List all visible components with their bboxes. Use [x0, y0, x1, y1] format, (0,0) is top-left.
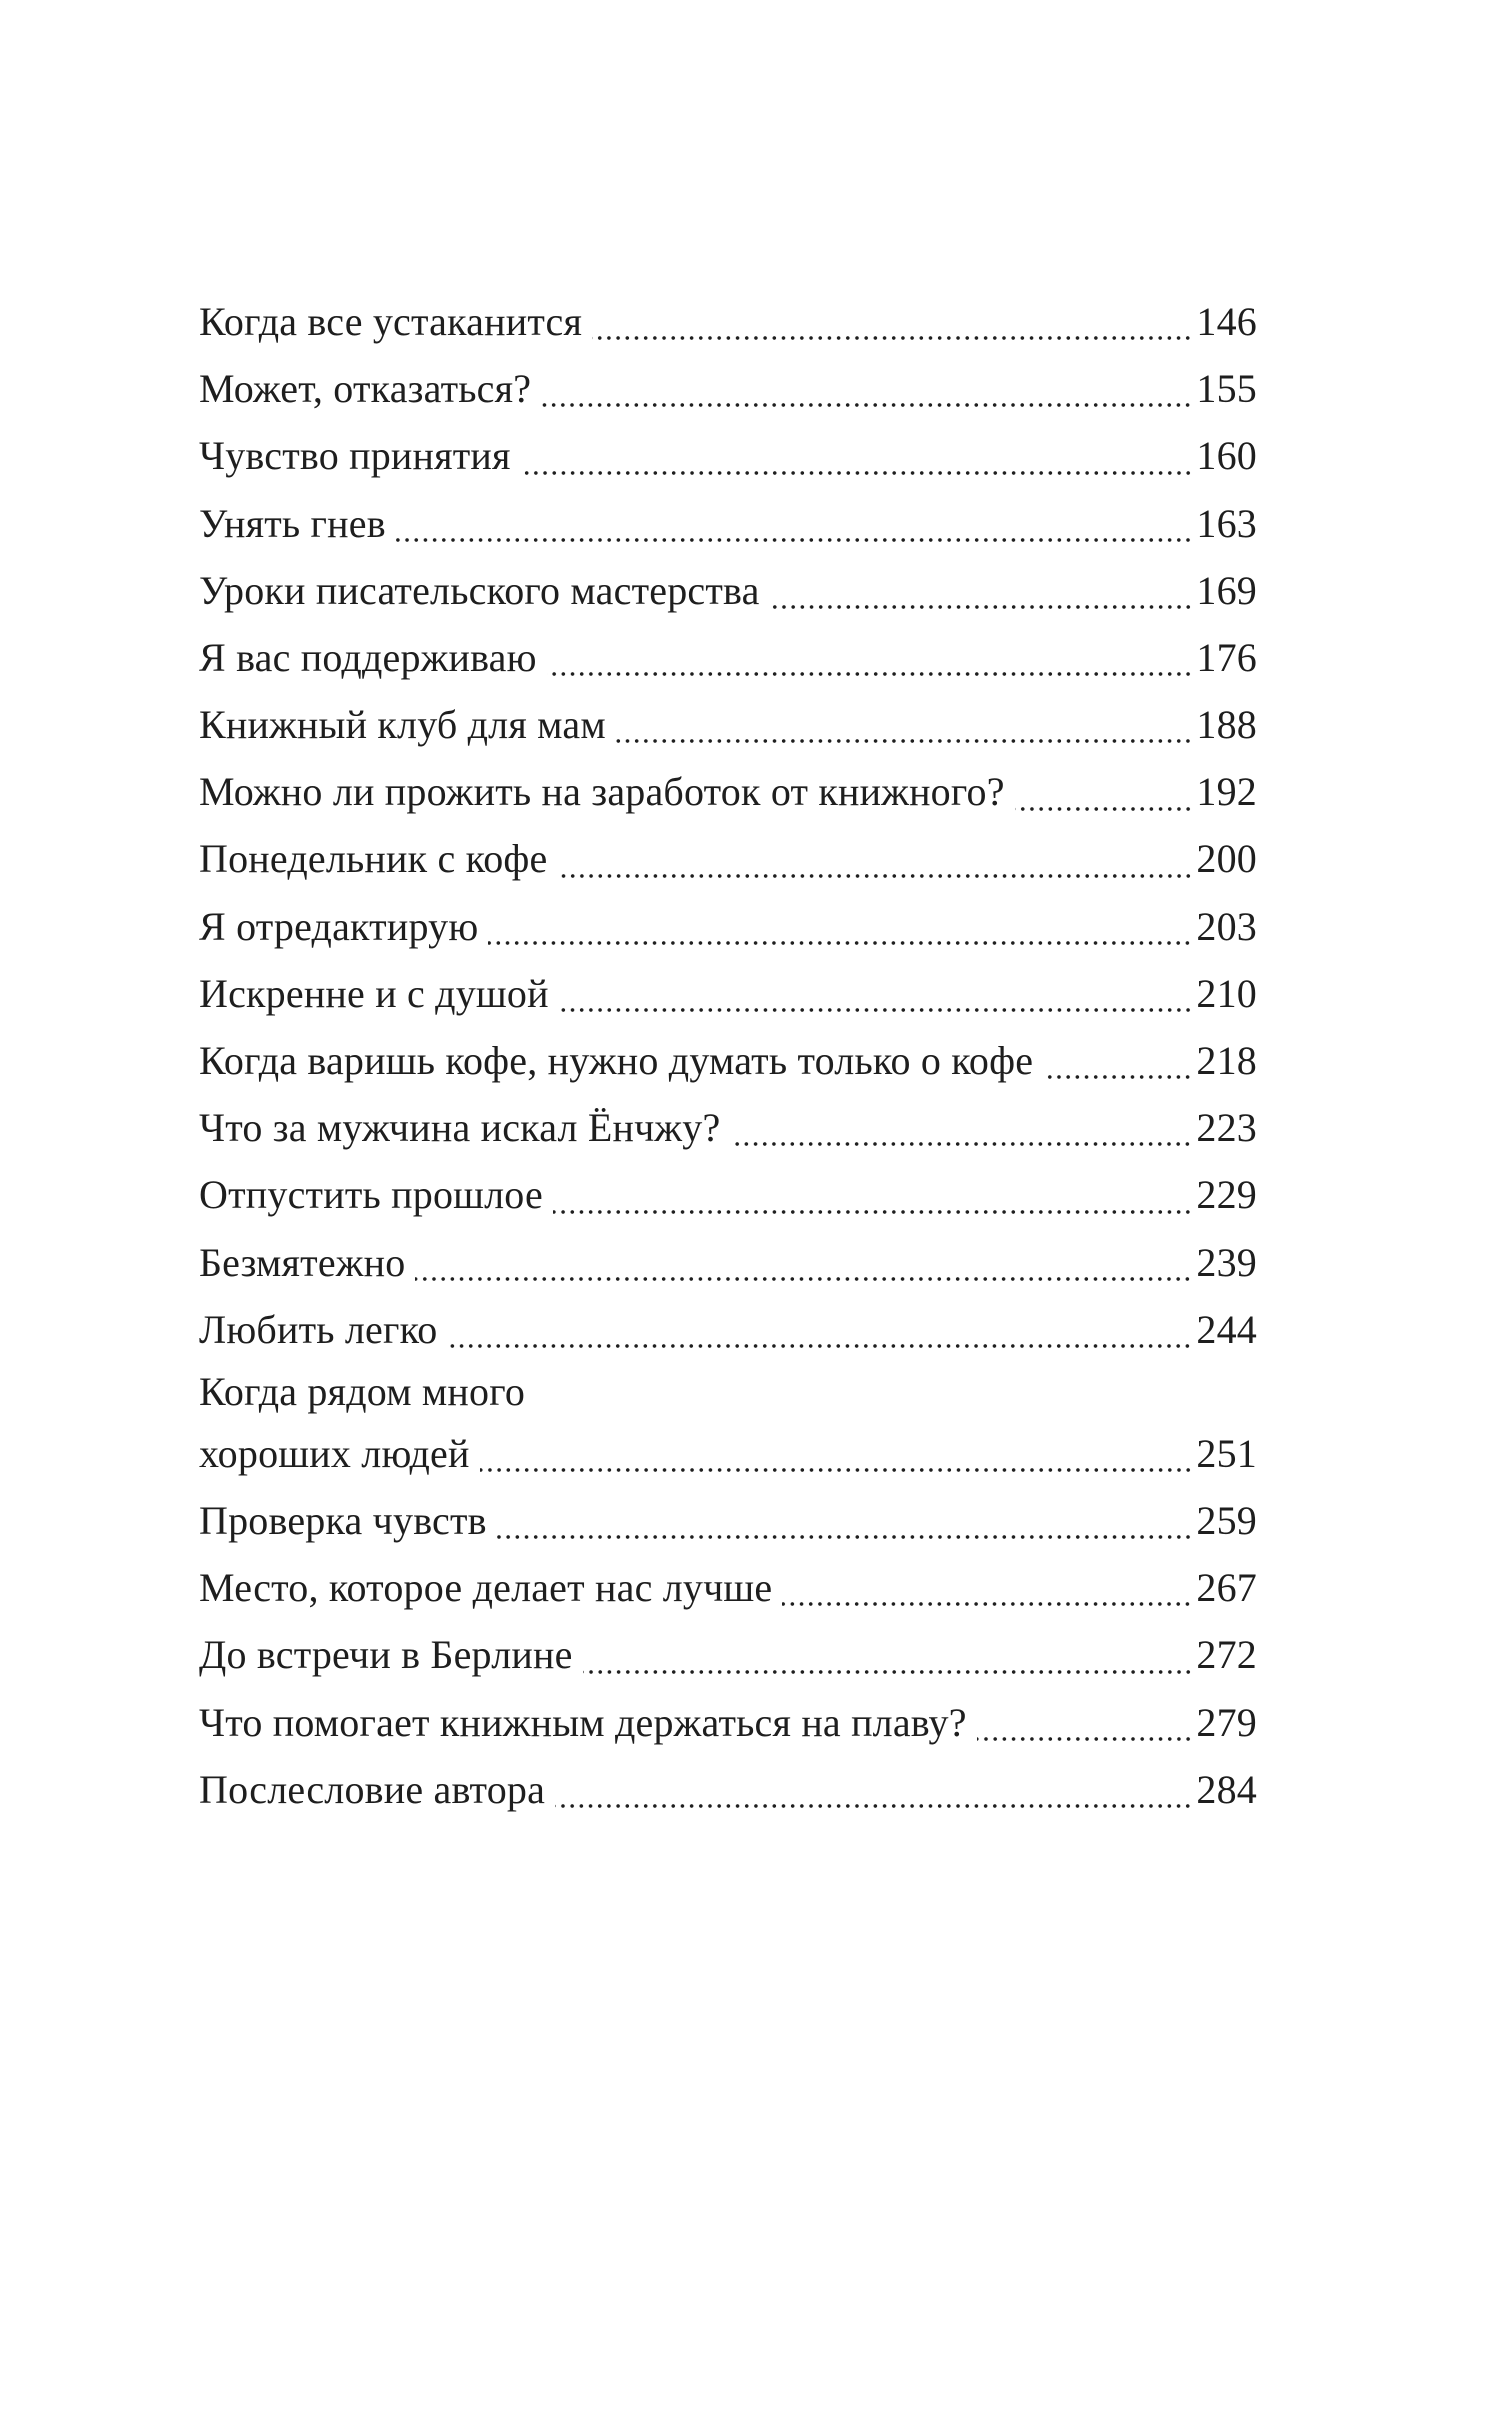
dot-leader: [1043, 1040, 1192, 1080]
toc-entry-title: Можно ли прожить на заработок от книжного?: [199, 769, 1005, 815]
toc-entry-title: Книжный клуб для мам: [199, 702, 606, 748]
toc-entry-page: 259: [1196, 1497, 1257, 1543]
dot-leader: [616, 704, 1193, 744]
toc-entry-last-line: [199, 1421, 1257, 1487]
toc-entry-title: Место, которое делает нас лучше: [199, 1565, 773, 1611]
toc-entry-page: 200: [1196, 836, 1257, 882]
toc-entry-title: Понедельник с кофе: [199, 836, 548, 882]
toc-entry-page: 229: [1196, 1172, 1257, 1218]
dot-leader: [1015, 772, 1193, 812]
dot-leader: [396, 503, 1193, 543]
toc-entry[interactable]: [199, 557, 1257, 624]
toc-entry[interactable]: [199, 960, 1257, 1027]
dot-leader: [977, 1702, 1193, 1742]
toc-entry-page: 192: [1196, 769, 1257, 815]
toc-entry-title: Искренне и с душой: [199, 970, 549, 1016]
dot-leader: [447, 1309, 1192, 1349]
toc-entry-page: 244: [1196, 1306, 1257, 1352]
toc-entry[interactable]: [199, 893, 1257, 960]
toc-entry-title: Унять гнев: [199, 500, 386, 546]
toc-entry-title: Я отредактирую: [199, 903, 479, 949]
toc-entry[interactable]: [199, 1229, 1257, 1296]
toc-entry-page: 188: [1196, 702, 1257, 748]
dot-leader: [583, 1635, 1193, 1675]
toc-entry[interactable]: [199, 1621, 1257, 1688]
dot-leader: [541, 368, 1192, 408]
toc-entry-title: Любить легко: [199, 1306, 438, 1352]
toc-entry[interactable]: [199, 826, 1257, 893]
toc-entry-title: Может, отказаться?: [199, 366, 532, 412]
toc-entry[interactable]: [199, 288, 1257, 355]
toc-entry-page: 160: [1196, 433, 1257, 479]
toc-entry-title: Когда все устаканится: [199, 298, 583, 344]
toc-entry-title: Я вас поддерживаю: [199, 634, 537, 680]
dot-leader: [558, 839, 1193, 879]
toc-entry-title: Послесловие автора: [199, 1766, 546, 1812]
toc-entry[interactable]: [199, 691, 1257, 758]
dot-leader: [730, 1107, 1192, 1147]
toc-entry-title: Что помогает книжным держаться на плаву?: [199, 1699, 967, 1745]
toc-entry[interactable]: [199, 1756, 1257, 1823]
toc-entry-title: Проверка чувств: [199, 1497, 487, 1543]
toc-entry-page: 163: [1196, 500, 1257, 546]
toc-entry-title: Что за мужчина искал Ёнчжу?: [199, 1105, 721, 1151]
toc-entry-title-line2: хороших людей: [199, 1431, 470, 1476]
toc-entry-page: 176: [1196, 634, 1257, 680]
toc-entry[interactable]: [199, 490, 1257, 557]
toc-entry-page: 169: [1196, 567, 1257, 613]
toc-entry-page: 267: [1196, 1565, 1257, 1611]
dot-leader: [415, 1242, 1192, 1282]
toc-entry[interactable]: [199, 1363, 1257, 1487]
dot-leader: [480, 1433, 1193, 1473]
toc-entry[interactable]: [199, 1296, 1257, 1363]
toc-entry[interactable]: [199, 1554, 1257, 1621]
toc-entry[interactable]: [199, 624, 1257, 691]
toc-entry-page: 210: [1196, 970, 1257, 1016]
dot-leader: [592, 301, 1192, 341]
toc-entry-page: 146: [1196, 298, 1257, 344]
toc-entry[interactable]: [199, 1027, 1257, 1094]
toc-entry-title: Отпустить прошлое: [199, 1172, 543, 1218]
toc-entry-page: 284: [1196, 1766, 1257, 1812]
dot-leader: [782, 1567, 1192, 1607]
toc-entry-title: Уроки писательского мастерства: [199, 567, 760, 613]
toc-entry[interactable]: [199, 355, 1257, 422]
dot-leader: [521, 436, 1193, 476]
dot-leader: [488, 906, 1192, 946]
toc-entry-page: 239: [1196, 1239, 1257, 1285]
toc-entry-page: 218: [1196, 1038, 1257, 1084]
dot-leader: [555, 1769, 1192, 1809]
toc-entry-title: До встречи в Берлине: [199, 1632, 573, 1678]
toc-entry[interactable]: [199, 758, 1257, 825]
toc-entry-page: 223: [1196, 1105, 1257, 1151]
toc-entry-page: 155: [1196, 366, 1257, 412]
dot-leader: [497, 1500, 1193, 1540]
toc-entry[interactable]: [199, 1094, 1257, 1161]
toc-entry-page: 251: [1196, 1431, 1257, 1476]
toc-entry-title: Безмятежно: [199, 1239, 406, 1285]
toc-entry-page: 203: [1196, 903, 1257, 949]
toc-entry-page: 272: [1196, 1632, 1257, 1678]
toc-entry[interactable]: [199, 1689, 1257, 1756]
toc-entry[interactable]: [199, 422, 1257, 489]
dot-leader: [547, 637, 1193, 677]
dot-leader: [559, 973, 1193, 1013]
toc-entry[interactable]: [199, 1161, 1257, 1228]
dot-leader: [770, 570, 1193, 610]
toc-entry-title-line1: Когда рядом много: [199, 1369, 526, 1414]
toc-entry-title: Чувство принятия: [199, 433, 511, 479]
table-of-contents: [199, 288, 1257, 1823]
toc-entry-title: Когда варишь кофе, нужно думать только о кофе: [199, 1038, 1034, 1084]
toc-entry[interactable]: [199, 1487, 1257, 1554]
dot-leader: [553, 1175, 1192, 1215]
toc-entry-page: 279: [1196, 1699, 1257, 1745]
